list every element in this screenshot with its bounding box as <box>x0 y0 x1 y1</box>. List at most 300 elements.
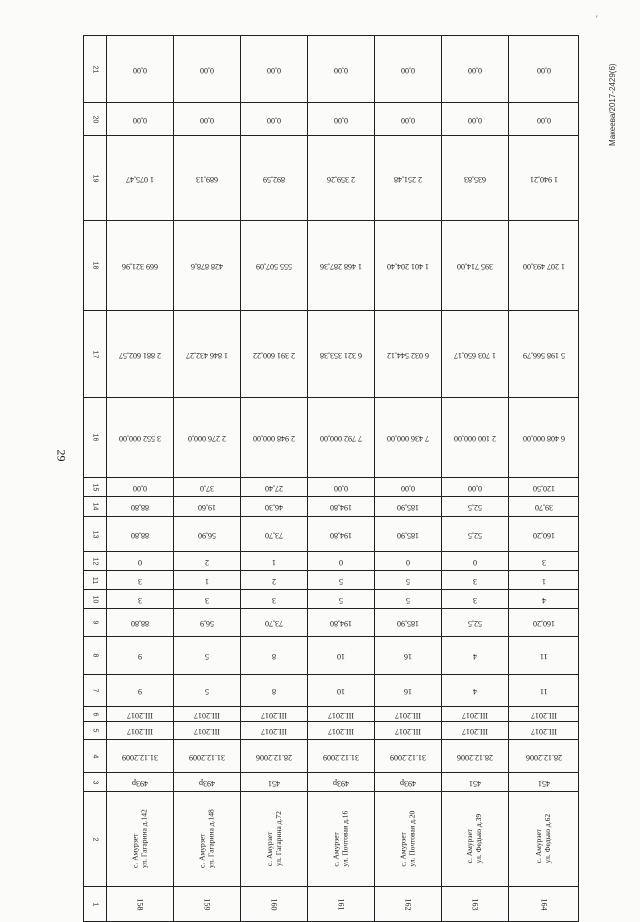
value-cell <box>308 571 375 590</box>
column-number-cell <box>84 103 107 136</box>
value-cell <box>509 517 579 552</box>
address-text <box>131 810 148 869</box>
address-cell <box>442 792 509 887</box>
value-c13: 185,90 <box>397 530 419 540</box>
value-c16: 7 436 000,00 <box>387 434 429 443</box>
value-c21: 0,00 <box>334 65 348 75</box>
value-c8: 5 <box>205 652 209 661</box>
column-number: 15 <box>91 483 99 491</box>
value-cell <box>375 36 442 103</box>
value-cell <box>442 221 509 311</box>
value-cell <box>509 136 579 221</box>
value-c15: 0,00 <box>401 483 415 493</box>
corner-mark: ' <box>596 14 598 24</box>
value-c6: III.2017 <box>395 710 421 720</box>
value-cell <box>174 675 241 707</box>
value-c10: 5 <box>339 595 343 605</box>
value-c3: 451 <box>268 778 280 788</box>
address-cell <box>174 792 241 887</box>
value-cell <box>442 103 509 136</box>
column-7-band <box>84 675 579 707</box>
value-c13: 52,5 <box>468 530 482 540</box>
value-c16: 2 100 000,00 <box>454 434 496 443</box>
value-c18: 395 714,00 <box>457 262 493 271</box>
value-c18: 1 207 493,00 <box>522 262 565 271</box>
value-c5: III.2017 <box>261 727 287 736</box>
value-c9: 194,80 <box>330 619 352 628</box>
value-cell <box>308 398 375 478</box>
record-number-cell <box>174 887 241 922</box>
column-number: 19 <box>91 174 99 182</box>
value-cell <box>308 136 375 221</box>
value-cell <box>107 497 174 517</box>
value-cell <box>509 36 579 103</box>
value-c13: 160,20 <box>532 530 555 540</box>
column-number-cell <box>84 517 107 552</box>
record-number: 163 <box>470 898 480 910</box>
column-number: 20 <box>91 115 99 123</box>
value-c19: 1 075,47 <box>126 174 154 184</box>
value-cell <box>241 221 308 311</box>
column-number-cell <box>84 478 107 497</box>
column-9-band <box>84 609 579 637</box>
value-c8: 4 <box>473 652 477 661</box>
value-c14: 52,5 <box>468 503 482 512</box>
value-c20: 0,00 <box>200 115 214 125</box>
column-15-band <box>84 478 579 497</box>
value-c12: 3 <box>541 557 546 567</box>
value-c3: 493р <box>400 778 416 788</box>
value-c7: 10 <box>337 687 345 696</box>
value-c9: 73,70 <box>265 619 283 628</box>
value-cell <box>308 311 375 398</box>
value-cell <box>107 773 174 792</box>
value-cell <box>174 517 241 552</box>
value-cell <box>308 36 375 103</box>
address-line: ул. Гагарина д.148 <box>206 809 215 869</box>
value-c17: 6 032 544,12 <box>387 350 429 360</box>
value-c18: 1 468 287,36 <box>320 262 362 271</box>
value-c21: 0,00 <box>536 65 551 75</box>
value-c8: 8 <box>272 652 276 661</box>
column-number: 16 <box>91 433 99 442</box>
value-c5: III.2017 <box>462 727 488 736</box>
value-c9: 88,80 <box>131 619 149 628</box>
column-number: 4 <box>91 754 99 758</box>
column-number: 10 <box>91 595 99 603</box>
value-cell <box>174 740 241 773</box>
value-cell <box>308 637 375 675</box>
value-c20: 0,00 <box>536 115 551 125</box>
value-c21: 0,00 <box>401 65 415 75</box>
value-cell <box>375 311 442 398</box>
column-2-band <box>84 792 579 887</box>
value-cell <box>442 36 509 103</box>
value-cell <box>241 398 308 478</box>
value-c4: 28.12.2006 <box>525 752 562 762</box>
value-cell <box>107 311 174 398</box>
value-c5: III.2017 <box>530 727 557 736</box>
column-number-cell <box>84 552 107 571</box>
value-c3: 493р <box>333 778 349 788</box>
column-20-band <box>84 103 579 136</box>
value-cell <box>241 707 308 722</box>
value-c17: 1 846 432,27 <box>186 350 228 360</box>
column-number-cell <box>84 398 107 478</box>
value-c15: 27,40 <box>265 483 283 493</box>
address-line: ул. Федько д.39 <box>473 814 483 864</box>
value-c18: 1 401 204,40 <box>387 262 429 271</box>
value-cell <box>442 136 509 221</box>
value-cell <box>174 722 241 740</box>
value-c18: 669 321,96 <box>122 262 158 271</box>
column-number: 12 <box>91 557 99 565</box>
column-number-cell <box>84 497 107 517</box>
address-line: с. Амурзет <box>197 833 207 869</box>
value-cell <box>308 707 375 722</box>
column-number-cell <box>84 590 107 609</box>
value-c16: 3 552 000,00 <box>119 434 161 443</box>
value-cell <box>375 740 442 773</box>
address-cell <box>241 792 308 887</box>
value-c15: 37,0 <box>200 483 214 493</box>
value-cell <box>509 590 579 609</box>
value-cell <box>509 707 579 722</box>
value-c5: III.2017 <box>328 727 354 736</box>
value-c3: 451 <box>469 778 481 788</box>
value-cell <box>107 740 174 773</box>
value-c20: 0,00 <box>401 115 415 125</box>
column-number: 14 <box>91 502 99 511</box>
value-cell <box>241 497 308 517</box>
value-cell <box>509 571 579 590</box>
value-c14: 185,90 <box>397 503 419 512</box>
value-c16: 2 948 000,00 <box>253 434 295 443</box>
value-cell <box>174 773 241 792</box>
page-number: 29 <box>54 449 69 462</box>
value-c7: 11 <box>539 687 548 696</box>
value-cell <box>174 609 241 637</box>
value-c7: 4 <box>473 687 477 696</box>
value-c14: 46,30 <box>265 503 283 512</box>
column-number: 2 <box>91 837 99 841</box>
value-c19: 635,83 <box>464 174 486 184</box>
value-cell <box>308 478 375 497</box>
column-4-band <box>84 740 579 773</box>
value-cell <box>442 675 509 707</box>
value-c17: 5 198 566,79 <box>522 350 565 360</box>
column-number-cell <box>84 221 107 311</box>
value-c11: 1 <box>541 576 546 586</box>
value-cell <box>174 398 241 478</box>
value-c21: 0,00 <box>200 65 214 75</box>
column-number: 9 <box>91 620 99 625</box>
register-table-container <box>83 35 578 910</box>
value-cell <box>375 773 442 792</box>
column-number: 13 <box>91 530 99 538</box>
value-c10: 5 <box>406 595 410 605</box>
value-cell <box>442 740 509 773</box>
value-c12: 0 <box>406 557 410 567</box>
value-cell <box>442 517 509 552</box>
value-c20: 0,00 <box>133 115 147 125</box>
value-cell <box>241 740 308 773</box>
value-c19: 1 940,21 <box>529 174 558 184</box>
column-number-cell <box>84 792 107 887</box>
value-c20: 0,00 <box>267 115 281 125</box>
record-number: 164 <box>539 898 548 910</box>
value-cell <box>107 571 174 590</box>
value-c6: III.2017 <box>194 710 220 720</box>
address-cell <box>308 792 375 887</box>
record-number: 161 <box>336 898 346 910</box>
value-cell <box>174 571 241 590</box>
value-cell <box>308 221 375 311</box>
value-c4: 28.12.2006 <box>256 752 292 762</box>
value-cell <box>509 398 579 478</box>
column-3-band <box>84 773 579 792</box>
value-c17: 1 703 650,17 <box>454 350 496 360</box>
value-cell <box>174 36 241 103</box>
column-number-cell <box>84 707 107 722</box>
value-c11: 3 <box>138 576 142 586</box>
column-8-band <box>84 637 579 675</box>
column-14-band <box>84 497 579 517</box>
record-number-cell <box>107 887 174 922</box>
value-c4: 31.12.2009 <box>189 752 225 762</box>
value-c11: 5 <box>339 576 343 586</box>
value-c5: III.2017 <box>395 727 421 736</box>
column-6-band <box>84 707 579 722</box>
value-cell <box>241 311 308 398</box>
value-c19: 2 251,48 <box>394 174 422 184</box>
column-19-band <box>84 136 579 221</box>
value-cell <box>375 497 442 517</box>
value-c5: III.2017 <box>194 727 220 736</box>
column-number: 6 <box>91 712 99 716</box>
value-cell <box>107 722 174 740</box>
value-cell <box>375 675 442 707</box>
value-c4: 31.12.2009 <box>390 752 426 762</box>
value-c3: 451 <box>537 778 550 788</box>
column-number-cell <box>84 136 107 221</box>
value-cell <box>442 637 509 675</box>
column-5-band <box>84 722 579 740</box>
address-line: с. Амурзет <box>533 829 543 864</box>
value-cell <box>375 478 442 497</box>
value-c19: 689,13 <box>196 174 218 184</box>
value-cell <box>375 221 442 311</box>
value-cell <box>509 478 579 497</box>
value-c8: 9 <box>138 652 142 661</box>
value-cell <box>375 571 442 590</box>
value-c3: 493р <box>199 778 215 788</box>
address-line: ул. Почтовая д.20 <box>407 811 416 867</box>
value-c14: 194,80 <box>330 503 352 512</box>
value-cell <box>509 609 579 637</box>
address-cell <box>375 792 442 887</box>
value-c11: 3 <box>473 576 477 586</box>
value-c12: 1 <box>272 557 276 567</box>
value-cell <box>442 590 509 609</box>
value-cell <box>174 497 241 517</box>
address-text <box>265 812 282 867</box>
value-c14: 19,60 <box>198 503 216 512</box>
value-c7: 9 <box>138 687 142 696</box>
address-line: ул. Федько д.62 <box>542 814 552 864</box>
value-c18: 428 878,6 <box>191 262 223 271</box>
column-number: 17 <box>91 350 99 358</box>
value-c13: 73,70 <box>265 530 283 540</box>
value-cell <box>174 136 241 221</box>
address-line: ул. Гагарина д.142 <box>139 809 148 869</box>
address-text <box>399 811 416 867</box>
value-c6: III.2017 <box>462 710 488 720</box>
address-text <box>198 810 215 869</box>
value-c20: 0,00 <box>468 115 482 125</box>
value-c11: 5 <box>406 576 410 586</box>
address-line: с. Амурзет <box>465 829 475 864</box>
value-c16: 7 792 000,00 <box>320 434 362 443</box>
value-c9: 56,9 <box>200 619 214 628</box>
value-cell <box>442 497 509 517</box>
address-line: ул. Почтовая д.16 <box>340 811 349 867</box>
value-cell <box>241 478 308 497</box>
value-cell <box>241 103 308 136</box>
column-number-cell <box>84 36 107 103</box>
value-c17: 6 321 353,38 <box>320 350 362 360</box>
value-c17: 2 391 600,22 <box>253 350 295 360</box>
value-c19: 892,59 <box>263 174 285 184</box>
address-text <box>535 814 552 863</box>
value-c8: 11 <box>539 652 548 661</box>
value-cell <box>107 590 174 609</box>
record-number: 160 <box>269 898 279 910</box>
column-number-cell <box>84 675 107 707</box>
value-cell <box>509 552 579 571</box>
address-line: с. Амурзет <box>130 833 140 869</box>
value-c18: 555 507,09 <box>256 262 292 271</box>
column-18-band <box>84 221 579 311</box>
value-cell <box>107 707 174 722</box>
value-c7: 8 <box>272 687 276 696</box>
address-cell <box>509 792 579 887</box>
value-cell <box>308 552 375 571</box>
value-cell <box>375 136 442 221</box>
column-10-band <box>84 590 579 609</box>
column-number: 5 <box>91 728 99 733</box>
value-cell <box>107 517 174 552</box>
value-cell <box>375 637 442 675</box>
value-cell <box>509 722 579 740</box>
value-cell <box>308 722 375 740</box>
value-cell <box>442 609 509 637</box>
value-c3: 493р <box>132 778 148 788</box>
value-cell <box>308 497 375 517</box>
column-number-cell <box>84 609 107 637</box>
value-c4: 31.12.2009 <box>323 752 359 762</box>
address-line: с. Амурзет <box>331 832 341 867</box>
value-cell <box>107 36 174 103</box>
value-cell <box>509 311 579 398</box>
value-cell <box>241 571 308 590</box>
value-c11: 2 <box>272 576 276 586</box>
column-number: 3 <box>91 780 99 784</box>
column-11-band <box>84 571 579 590</box>
value-c13: 194,80 <box>330 530 352 540</box>
value-cell <box>509 773 579 792</box>
value-cell <box>442 707 509 722</box>
column-number-cell <box>84 637 107 675</box>
value-cell <box>174 311 241 398</box>
value-cell <box>241 675 308 707</box>
value-cell <box>442 571 509 590</box>
value-cell <box>107 136 174 221</box>
value-cell <box>509 221 579 311</box>
value-cell <box>509 675 579 707</box>
housing-register-table <box>83 35 579 922</box>
value-cell <box>308 675 375 707</box>
value-cell <box>174 478 241 497</box>
value-cell <box>375 609 442 637</box>
address-line: ул. Гагарина д.72 <box>273 811 282 867</box>
value-cell <box>241 136 308 221</box>
value-c12: 0 <box>473 557 477 567</box>
record-number: 162 <box>403 898 413 910</box>
value-c6: III.2017 <box>261 710 287 720</box>
value-cell <box>442 552 509 571</box>
value-cell <box>174 637 241 675</box>
record-number-cell <box>442 887 509 922</box>
value-c10: 3 <box>272 595 276 605</box>
value-c16: 2 276 000,0 <box>188 434 226 443</box>
column-12-band <box>84 552 579 571</box>
value-c6: III.2017 <box>127 710 153 720</box>
column-number-cell <box>84 740 107 773</box>
value-cell <box>174 103 241 136</box>
value-cell <box>509 637 579 675</box>
value-cell <box>107 398 174 478</box>
value-c21: 0,00 <box>468 65 482 75</box>
value-cell <box>308 609 375 637</box>
value-cell <box>174 707 241 722</box>
value-cell <box>509 740 579 773</box>
column-1-band <box>84 887 579 922</box>
column-number: 8 <box>91 653 99 658</box>
value-c17: 2 881 602,57 <box>119 350 161 360</box>
value-cell <box>442 773 509 792</box>
column-number-cell <box>84 887 107 922</box>
value-c20: 0,00 <box>334 115 348 125</box>
column-number-cell <box>84 571 107 590</box>
value-cell <box>107 478 174 497</box>
value-cell <box>308 773 375 792</box>
value-c9: 185,90 <box>397 619 419 628</box>
value-c9: 52,5 <box>468 619 482 628</box>
value-cell <box>442 311 509 398</box>
value-c21: 0,00 <box>267 65 281 75</box>
column-number: 1 <box>91 902 99 906</box>
value-cell <box>241 517 308 552</box>
value-cell <box>107 637 174 675</box>
value-c12: 2 <box>205 557 209 567</box>
value-cell <box>308 740 375 773</box>
value-cell <box>174 221 241 311</box>
value-cell <box>375 722 442 740</box>
value-cell <box>442 722 509 740</box>
value-c6: III.2017 <box>530 710 557 720</box>
address-cell <box>107 792 174 887</box>
